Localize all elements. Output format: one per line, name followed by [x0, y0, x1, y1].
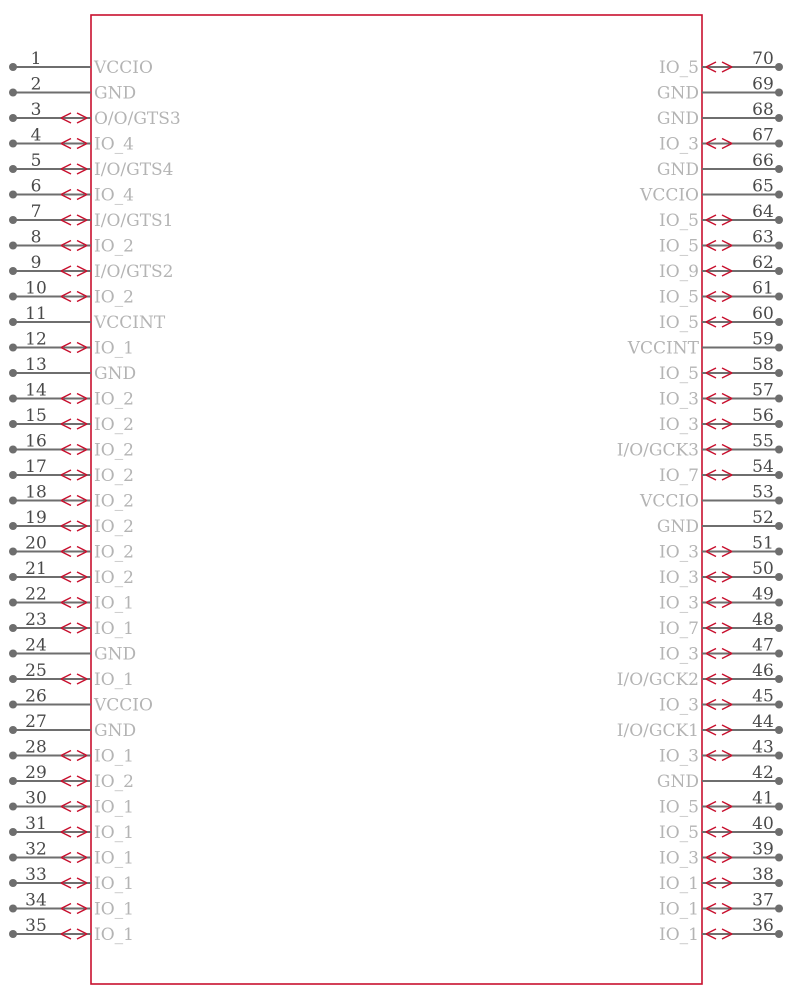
pin-label: IO_2	[94, 440, 134, 461]
pin-number: 3	[30, 100, 42, 120]
pin-number: 16	[25, 431, 47, 452]
pin-36	[659, 916, 783, 945]
pin-endpoint-dot	[9, 89, 17, 97]
pin-2	[9, 75, 136, 104]
pin-endpoint-dot	[9, 599, 17, 607]
pin-endpoint-dot	[775, 752, 783, 760]
pin-number: 36	[752, 916, 774, 936]
pin-number: 30	[25, 788, 47, 809]
pin-label: I/O/GCK2	[616, 670, 699, 690]
pin-endpoint-dot	[775, 267, 783, 275]
pin-label: IO_1	[94, 823, 134, 843]
pin-label: IO_2	[94, 568, 134, 588]
pin-label: I/O/GCK1	[616, 721, 699, 741]
pin-endpoint-dot	[9, 242, 17, 250]
pin-endpoint-dot	[9, 446, 17, 454]
pin-endpoint-dot	[9, 293, 17, 301]
pin-endpoint-dot	[775, 242, 783, 250]
pin-endpoint-dot	[9, 216, 17, 224]
pin-label: IO_5	[659, 287, 699, 308]
pin-endpoint-dot	[9, 803, 17, 811]
pin-label: VCCINT	[94, 313, 166, 333]
pin-label: IO_1	[94, 338, 134, 359]
pin-endpoint-dot	[9, 573, 17, 581]
pin-number: 33	[25, 865, 47, 885]
pin-number: 70	[752, 49, 774, 69]
pin-number: 65	[752, 176, 774, 197]
pin-number: 27	[25, 712, 47, 732]
pin-number: 63	[752, 227, 774, 248]
pin-label: IO_5	[659, 313, 699, 333]
pin-6	[9, 177, 134, 206]
pin-label: GND	[656, 83, 699, 104]
right-pin-group	[617, 49, 783, 945]
pin-label: IO_1	[94, 874, 134, 894]
pin-number: 5	[30, 151, 42, 171]
pin-endpoint-dot	[775, 930, 783, 938]
pin-number: 11	[25, 304, 47, 324]
pin-endpoint-dot	[9, 267, 17, 275]
pin-number: 39	[752, 839, 774, 860]
pin-number: 12	[25, 329, 47, 350]
pin-endpoint-dot	[775, 854, 783, 862]
pin-label: IO_3	[659, 695, 699, 716]
pin-endpoint-dot	[775, 573, 783, 581]
pin-label: IO_1	[94, 593, 134, 614]
pin-endpoint-dot	[9, 369, 17, 377]
pin-label: IO_4	[94, 134, 134, 155]
pin-label: IO_1	[94, 848, 134, 869]
pin-label: VCCIO	[94, 695, 153, 716]
pin-number: 31	[25, 814, 47, 834]
pin-endpoint-dot	[775, 650, 783, 658]
pin-label: GND	[656, 772, 699, 792]
pin-number: 47	[752, 635, 774, 656]
pin-label: VCCIO	[640, 491, 699, 512]
pin-label: IO_2	[94, 772, 134, 792]
pin-label: I/O/GTS2	[94, 262, 174, 282]
pin-label: I/O/GCK3	[616, 440, 699, 461]
pin-endpoint-dot	[775, 165, 783, 173]
pin-endpoint-dot	[775, 63, 783, 71]
pin-label: IO_7	[659, 466, 699, 486]
pin-label: IO_1	[94, 899, 134, 920]
pin-number: 1	[30, 49, 42, 69]
pin-number: 44	[752, 712, 774, 732]
pin-endpoint-dot	[775, 140, 783, 148]
pin-endpoint-dot	[9, 522, 17, 530]
pin-endpoint-dot	[9, 395, 17, 403]
pin-8	[9, 228, 134, 257]
pin-number: 68	[752, 100, 774, 120]
pin-label: IO_2	[94, 542, 134, 563]
pin-endpoint-dot	[9, 140, 17, 148]
pin-label: IO_5	[659, 823, 699, 843]
pin-label: IO_3	[659, 542, 699, 563]
pin-endpoint-dot	[775, 522, 783, 530]
pin-label: IO_4	[94, 185, 134, 206]
pin-number: 59	[752, 329, 774, 350]
pin-number: 26	[25, 686, 47, 707]
pin-number: 32	[25, 839, 47, 860]
pin-number: 55	[752, 431, 774, 452]
pin-number: 45	[752, 686, 774, 707]
pin-number: 6	[30, 176, 42, 197]
pin-number: 35	[25, 916, 47, 936]
pin-number: 60	[752, 304, 774, 324]
pin-number: 67	[752, 125, 774, 146]
pin-label: IO_1	[94, 670, 134, 690]
pin-label: GND	[94, 644, 137, 665]
pin-number: 21	[25, 559, 47, 579]
pin-label: IO_3	[659, 593, 699, 614]
pin-endpoint-dot	[775, 828, 783, 836]
pin-label: IO_2	[94, 389, 134, 410]
pin-endpoint-dot	[9, 114, 17, 122]
pin-endpoint-dot	[9, 497, 17, 505]
pin-number: 18	[25, 482, 47, 503]
pin-label: IO_5	[659, 211, 699, 231]
pin-number: 61	[752, 278, 774, 299]
pin-endpoint-dot	[9, 777, 17, 785]
pin-endpoint-dot	[9, 624, 17, 632]
pin-number: 42	[752, 763, 774, 783]
pin-endpoint-dot	[9, 828, 17, 836]
pin-endpoint-dot	[775, 701, 783, 709]
pin-endpoint-dot	[9, 650, 17, 658]
pin-number: 25	[25, 661, 47, 681]
pin-endpoint-dot	[9, 879, 17, 887]
pin-number: 41	[752, 788, 774, 809]
pin-number: 69	[752, 74, 774, 95]
pin-endpoint-dot	[9, 318, 17, 326]
pin-endpoint-dot	[775, 497, 783, 505]
pin-label: IO_3	[659, 746, 699, 767]
pin-label: GND	[94, 364, 137, 384]
pin-number: 64	[752, 202, 774, 222]
pin-number: 28	[25, 737, 47, 758]
pin-label: IO_2	[94, 466, 134, 486]
pin-label: GND	[94, 83, 137, 104]
pin-number: 52	[752, 508, 774, 528]
pin-number: 10	[25, 278, 47, 299]
pin-endpoint-dot	[9, 752, 17, 760]
pin-label: IO_7	[659, 619, 699, 639]
pin-label: IO_3	[659, 848, 699, 869]
pin-label: GND	[656, 109, 699, 129]
pin-35	[9, 916, 134, 945]
component-body-outline	[91, 15, 702, 984]
pin-label: IO_1	[94, 797, 134, 818]
pin-number: 49	[752, 584, 774, 605]
pin-endpoint-dot	[775, 599, 783, 607]
pin-label: IO_2	[94, 517, 134, 537]
pin-label: IO_5	[659, 364, 699, 384]
pin-number: 37	[752, 890, 774, 911]
pin-endpoint-dot	[775, 369, 783, 377]
pin-endpoint-dot	[9, 548, 17, 556]
pin-label: GND	[656, 160, 699, 180]
pin-endpoint-dot	[9, 930, 17, 938]
pin-number: 29	[25, 763, 47, 783]
pin-number: 4	[30, 125, 42, 146]
pin-endpoint-dot	[775, 293, 783, 301]
pin-label: IO_1	[94, 746, 134, 767]
pin-endpoint-dot	[775, 114, 783, 122]
pin-number: 48	[752, 610, 774, 630]
pin-label: I/O/GTS1	[94, 211, 174, 231]
pin-endpoint-dot	[775, 905, 783, 913]
pin-number: 8	[30, 227, 42, 248]
pin-label: IO_3	[659, 644, 699, 665]
pin-endpoint-dot	[9, 701, 17, 709]
pin-number: 43	[752, 737, 774, 758]
pin-number: 7	[30, 202, 42, 222]
pin-endpoint-dot	[9, 726, 17, 734]
pin-label: IO_1	[659, 874, 699, 894]
pin-number: 24	[25, 635, 47, 656]
pin-number: 19	[25, 508, 47, 528]
pin-number: 51	[752, 533, 774, 554]
pin-endpoint-dot	[9, 471, 17, 479]
pin-number: 14	[25, 380, 47, 401]
pin-endpoint-dot	[9, 905, 17, 913]
pin-number: 40	[752, 814, 774, 834]
pin-number: 66	[752, 151, 774, 171]
pin-label: IO_3	[659, 134, 699, 155]
pin-number: 13	[25, 355, 47, 375]
pin-endpoint-dot	[9, 191, 17, 199]
pin-label: IO_1	[94, 619, 134, 639]
pin-endpoint-dot	[775, 548, 783, 556]
pin-label: IO_1	[659, 899, 699, 920]
pin-number: 15	[25, 406, 47, 426]
pin-number: 17	[25, 457, 47, 477]
pin-label: VCCIO	[94, 58, 153, 78]
pin-endpoint-dot	[775, 216, 783, 224]
pin-endpoint-dot	[775, 726, 783, 734]
pin-number: 46	[752, 661, 774, 681]
pin-label: O/O/GTS3	[94, 109, 181, 129]
pin-number: 20	[25, 533, 47, 554]
left-pin-group	[9, 49, 181, 945]
pin-label: IO_2	[94, 236, 134, 257]
pin-endpoint-dot	[775, 344, 783, 352]
pin-endpoint-dot	[775, 420, 783, 428]
pin-label: IO_5	[659, 58, 699, 78]
pin-number: 50	[752, 559, 774, 579]
pin-number: 38	[752, 865, 774, 885]
pin-endpoint-dot	[9, 344, 17, 352]
pin-endpoint-dot	[9, 165, 17, 173]
pin-number: 57	[752, 380, 774, 401]
pin-label: IO_5	[659, 236, 699, 257]
pin-label: IO_1	[94, 925, 134, 945]
pin-label: IO_1	[659, 925, 699, 945]
pin-label: IO_5	[659, 797, 699, 818]
pin-number: 9	[30, 253, 42, 273]
pin-endpoint-dot	[775, 675, 783, 683]
pin-label: IO_2	[94, 287, 134, 308]
pin-label: IO_3	[659, 568, 699, 588]
pin-endpoint-dot	[775, 191, 783, 199]
pin-endpoint-dot	[775, 318, 783, 326]
pin-label: IO_2	[94, 415, 134, 435]
pin-endpoint-dot	[9, 675, 17, 683]
pin-endpoint-dot	[775, 879, 783, 887]
pin-label: I/O/GTS4	[94, 160, 174, 180]
pin-number: 53	[752, 482, 774, 503]
pin-number: 56	[752, 406, 774, 426]
pin-number: 2	[30, 74, 42, 95]
pin-label: VCCIO	[640, 185, 699, 206]
pin-4	[9, 126, 134, 155]
pin-label: IO_2	[94, 491, 134, 512]
pin-endpoint-dot	[9, 63, 17, 71]
pin-number: 62	[752, 253, 774, 273]
pin-label: IO_3	[659, 389, 699, 410]
pin-endpoint-dot	[775, 446, 783, 454]
pin-endpoint-dot	[775, 471, 783, 479]
pin-number: 54	[752, 457, 774, 477]
pin-endpoint-dot	[9, 420, 17, 428]
pin-endpoint-dot	[775, 803, 783, 811]
pin-endpoint-dot	[775, 777, 783, 785]
pin-label: VCCINT	[627, 338, 699, 359]
pin-label: IO_3	[659, 415, 699, 435]
pin-number: 22	[25, 584, 47, 605]
pin-endpoint-dot	[775, 89, 783, 97]
pin-endpoint-dot	[775, 624, 783, 632]
pin-number: 58	[752, 355, 774, 375]
pin-number: 34	[25, 890, 47, 911]
pin-label: GND	[656, 517, 699, 537]
pin-number: 23	[25, 610, 47, 630]
pin-endpoint-dot	[775, 395, 783, 403]
pin-label: GND	[94, 721, 137, 741]
pin-label: IO_9	[659, 262, 699, 282]
pin-endpoint-dot	[9, 854, 17, 862]
